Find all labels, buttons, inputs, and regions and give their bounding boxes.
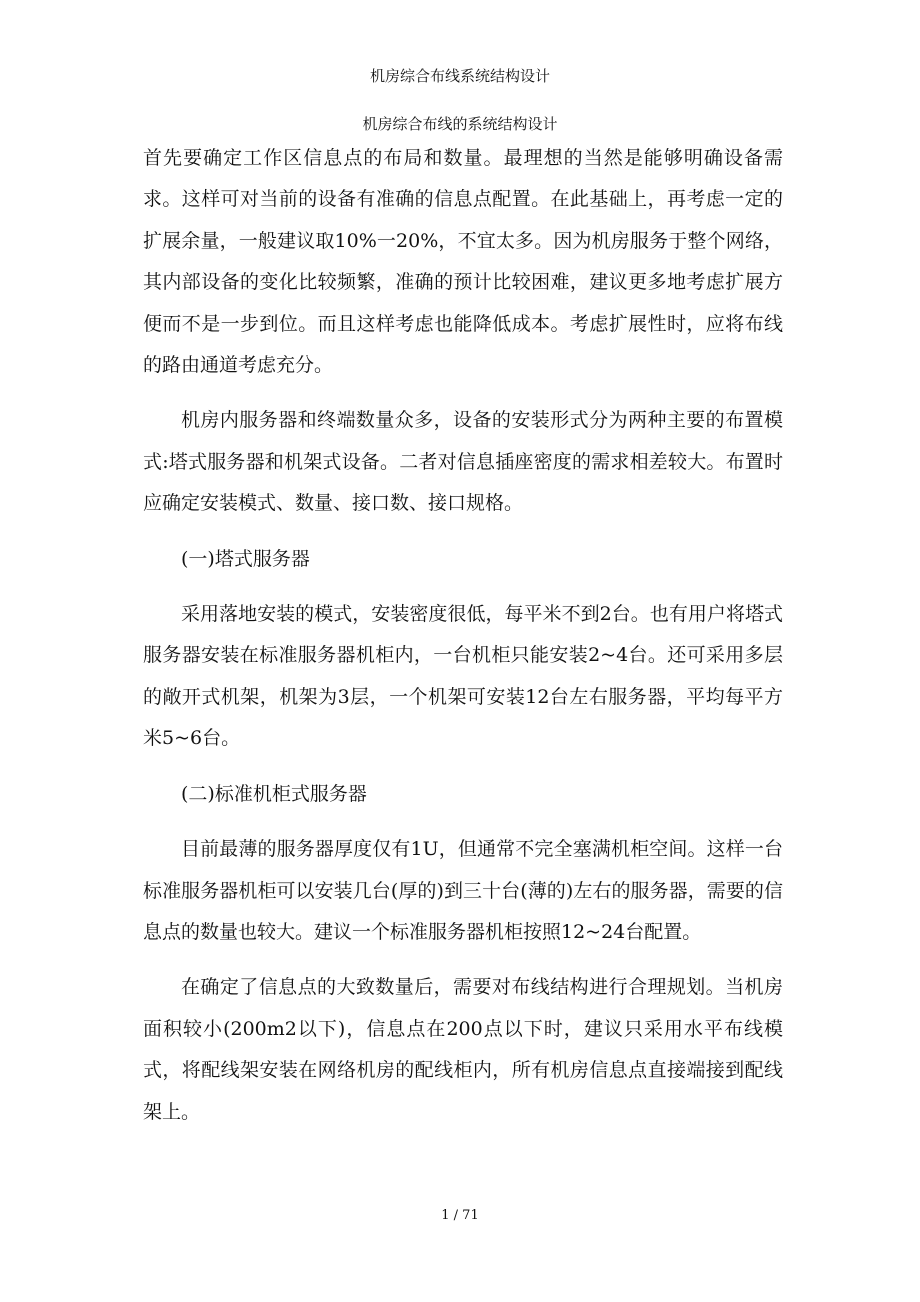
- document-title: 机房综合布线系统结构设计: [369, 67, 550, 85]
- paragraph-device-layout: 机房内服务器和终端数量众多，设备的安装形式分为两种主要的布置模式:塔式服务器和机架式设备。二者对信息插座密度的需求相差较大。布置时应确定安装模式、数量、接口数、接口规格。: [143, 409, 783, 515]
- paragraph-rack-server: 目前最薄的服务器厚度仅有1U，但通常不完全塞满机柜空间。这样一台标准服务器机柜可以安装几台(厚的)到三十台(薄的)左右的服务器，需要的信息点的数量也较大。建议一个标准服务器机柜按照12~24台配置。: [143, 838, 783, 943]
- section-heading-tower-server: (一)塔式服务器: [181, 547, 310, 570]
- section-heading-rack-server: (二)标准机柜式服务器: [181, 782, 367, 805]
- document-subtitle: 机房综合布线的系统结构设计: [362, 115, 558, 133]
- paragraph-tower-server: 采用落地安装的模式，安装密度很低，每平米不到2台。也有用户将塔式服务器安装在标准服务器机柜内，一台机柜只能安装2~4台。还可采用多层的敞开式机架，机架为3层，一个机架可安装12台左右服务器，平均每平方米5~6台。: [143, 603, 783, 750]
- paragraph-cabling-structure: 在确定了信息点的大致数量后，需要对布线结构进行合理规划。当机房面积较小(200m2以下)，信息点在200点以下时，建议只采用水平布线模式，将配线架安装在网络机房的配线柜内，所有机房信息点直接端接到配线架上。: [143, 976, 783, 1123]
- document-body: [143, 138, 783, 1147]
- paragraph-info-points: 首先要确定工作区信息点的布局和数量。最理想的当然是能够明确设备需求。这样可对当前的设备有准确的信息点配置。在此基础上，再考虑一定的扩展余量，一般建议取10%一20%，不宜太多。因为机房服务于整个网络，其内部设备的变化比较频繁，准确的预计比较困难，建议更多地考虑扩展方便而不是一步到位。而且这样考虑也能降低成本。考虑扩展性时，应将布线的路由通道考虑充分。: [143, 147, 783, 377]
- page-number: 1 / 71: [441, 1208, 479, 1223]
